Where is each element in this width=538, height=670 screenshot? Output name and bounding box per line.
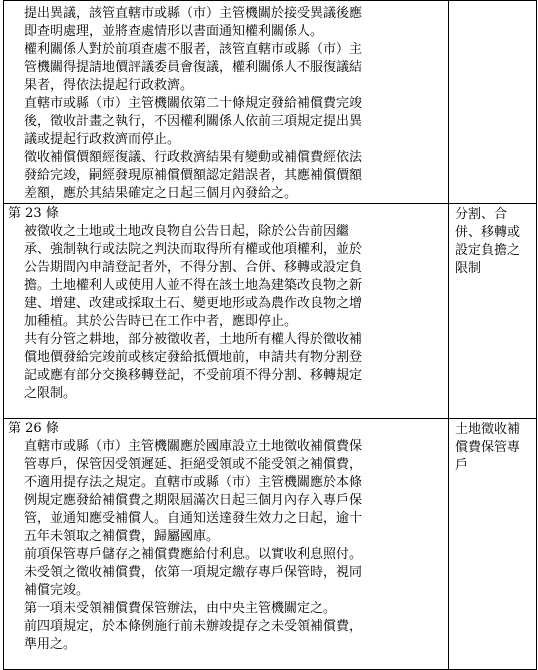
text-line: 補償完竣。 bbox=[24, 583, 90, 598]
text-line: 提出異議，該管直轄市或縣（市）主管機關於接受異議後應 bbox=[24, 6, 363, 21]
text-line: 公告期間內申請登記者外，不得分割、合併、移轉或設定負 bbox=[24, 260, 363, 275]
text-line: 償地價發給完竣前或核定發給抵價地前，申請共有物分割登 bbox=[24, 350, 363, 365]
paragraph bbox=[4, 223, 448, 331]
article-text-cell bbox=[4, 1, 449, 204]
text-line: 即查明處理，並將查處情形以書面通知權利關係人。 bbox=[24, 24, 324, 39]
article-number: 第 26 條 bbox=[8, 421, 59, 436]
article-note bbox=[449, 419, 536, 475]
paragraph bbox=[4, 149, 448, 203]
text-line: 權利關係人對於前項查處不服者，該管直轄市或縣（市）主 bbox=[24, 42, 363, 57]
text-line: 準用之。 bbox=[24, 637, 77, 652]
text-line: 發給完竣，嗣經發現原補償價額認定錯誤者，其應補償價額 bbox=[24, 168, 363, 183]
text-line: 徵收補償價額經復議、行政救濟結果有變動或補償費經依法 bbox=[24, 150, 363, 165]
article-note bbox=[449, 204, 536, 278]
table-row bbox=[4, 204, 537, 419]
text-line: 差額，應於其結果確定之日起三個月內發給之。 bbox=[24, 186, 298, 201]
text-line: 未受領之徵收補償費，依第一項規定繳存專戶保管時，視同 bbox=[24, 565, 363, 580]
note-line: 限制 bbox=[455, 261, 482, 276]
paragraph bbox=[4, 438, 448, 546]
paragraph bbox=[4, 41, 448, 95]
text-line: 果者，得依法提起行政救濟。 bbox=[24, 78, 194, 93]
note-cell bbox=[449, 204, 537, 419]
text-line: 記或應有部分交換移轉登記，不受前項不得分割、移轉規定 bbox=[24, 368, 363, 383]
text-line: 直轄市或縣（市）主管機關應於國庫設立土地徵收補償費保 bbox=[24, 439, 363, 454]
text-line: 後，徵收計畫之執行，不因權利關係人依前三項規定提出異 bbox=[24, 114, 363, 129]
article-number: 第 23 條 bbox=[8, 206, 59, 221]
law-table bbox=[3, 0, 537, 670]
text-line: 共有分管之耕地，部分被徵收者，土地所有權人得於徵收補 bbox=[24, 332, 363, 347]
note-line: 分割、合 bbox=[455, 207, 508, 222]
text-line: 承、強制執行或法院之判決而取得所有權或他項權利，並於 bbox=[24, 242, 363, 257]
paragraph bbox=[4, 564, 448, 600]
paragraph bbox=[4, 331, 448, 403]
text-line: 第一項未受領補償費保管辦法，由中央主管機關定之。 bbox=[24, 601, 337, 616]
text-line: 之限制。 bbox=[24, 386, 77, 401]
note-line: 償費保管專 bbox=[455, 440, 521, 455]
text-line: 五年未領取之補償費，歸屬國庫。 bbox=[24, 529, 220, 544]
article-text-cell bbox=[4, 419, 449, 670]
text-line: 加種植。其於公告時已在工作中者，應即停止。 bbox=[24, 314, 298, 329]
text-line: 直轄市或縣（市）主管機關依第二十條規定發給補償費完竣 bbox=[24, 96, 363, 111]
article-text-cell bbox=[4, 204, 449, 419]
note-line: 土地徵收補 bbox=[455, 422, 521, 437]
note-cell bbox=[449, 419, 537, 670]
table-row bbox=[4, 1, 537, 204]
paragraph bbox=[4, 618, 448, 654]
note-line: 併、移轉或 bbox=[455, 225, 521, 240]
article-body bbox=[4, 1, 448, 203]
text-line: 被徵收之土地或土地改良物自公告日起，除於公告前因繼 bbox=[24, 224, 350, 239]
text-line: 議或提起行政救濟而停止。 bbox=[24, 132, 181, 147]
note-line: 戶 bbox=[455, 458, 469, 473]
text-line: 例規定應發給補償費之期限屆滿次日起三個月內存入專戶保 bbox=[24, 493, 363, 508]
paragraph bbox=[4, 95, 448, 149]
text-line: 管，並通知應受補償人。自通知送達發生效力之日起，逾十 bbox=[24, 511, 363, 526]
paragraph bbox=[4, 600, 448, 618]
text-line: 管機關得提請地價評議委員會復議，權利關係人不服復議結 bbox=[24, 60, 363, 75]
text-line: 前四項規定，於本條例施行前未辦竣提存之未受領補償費， bbox=[24, 619, 363, 634]
text-line: 管專戶，保管因受領遲延、拒絕受領或不能受領之補償費， bbox=[24, 457, 363, 472]
paragraph bbox=[4, 5, 448, 41]
text-line: 擔。土地權利人或使用人並不得在該土地為建築改良物之新 bbox=[24, 278, 363, 293]
table-row bbox=[4, 419, 537, 670]
text-line: 前項保管專戶儲存之補償費應給付利息。以實收利息照付。 bbox=[24, 547, 363, 562]
paragraph bbox=[4, 546, 448, 564]
note-line: 設定負擔之 bbox=[455, 243, 521, 258]
note-cell bbox=[449, 1, 537, 204]
text-line: 不適用提存法之規定。直轄市或縣（市）主管機關應於本條 bbox=[24, 475, 363, 490]
text-line: 建、增建、改建或採取土石、變更地形或為農作改良物之增 bbox=[24, 296, 363, 311]
